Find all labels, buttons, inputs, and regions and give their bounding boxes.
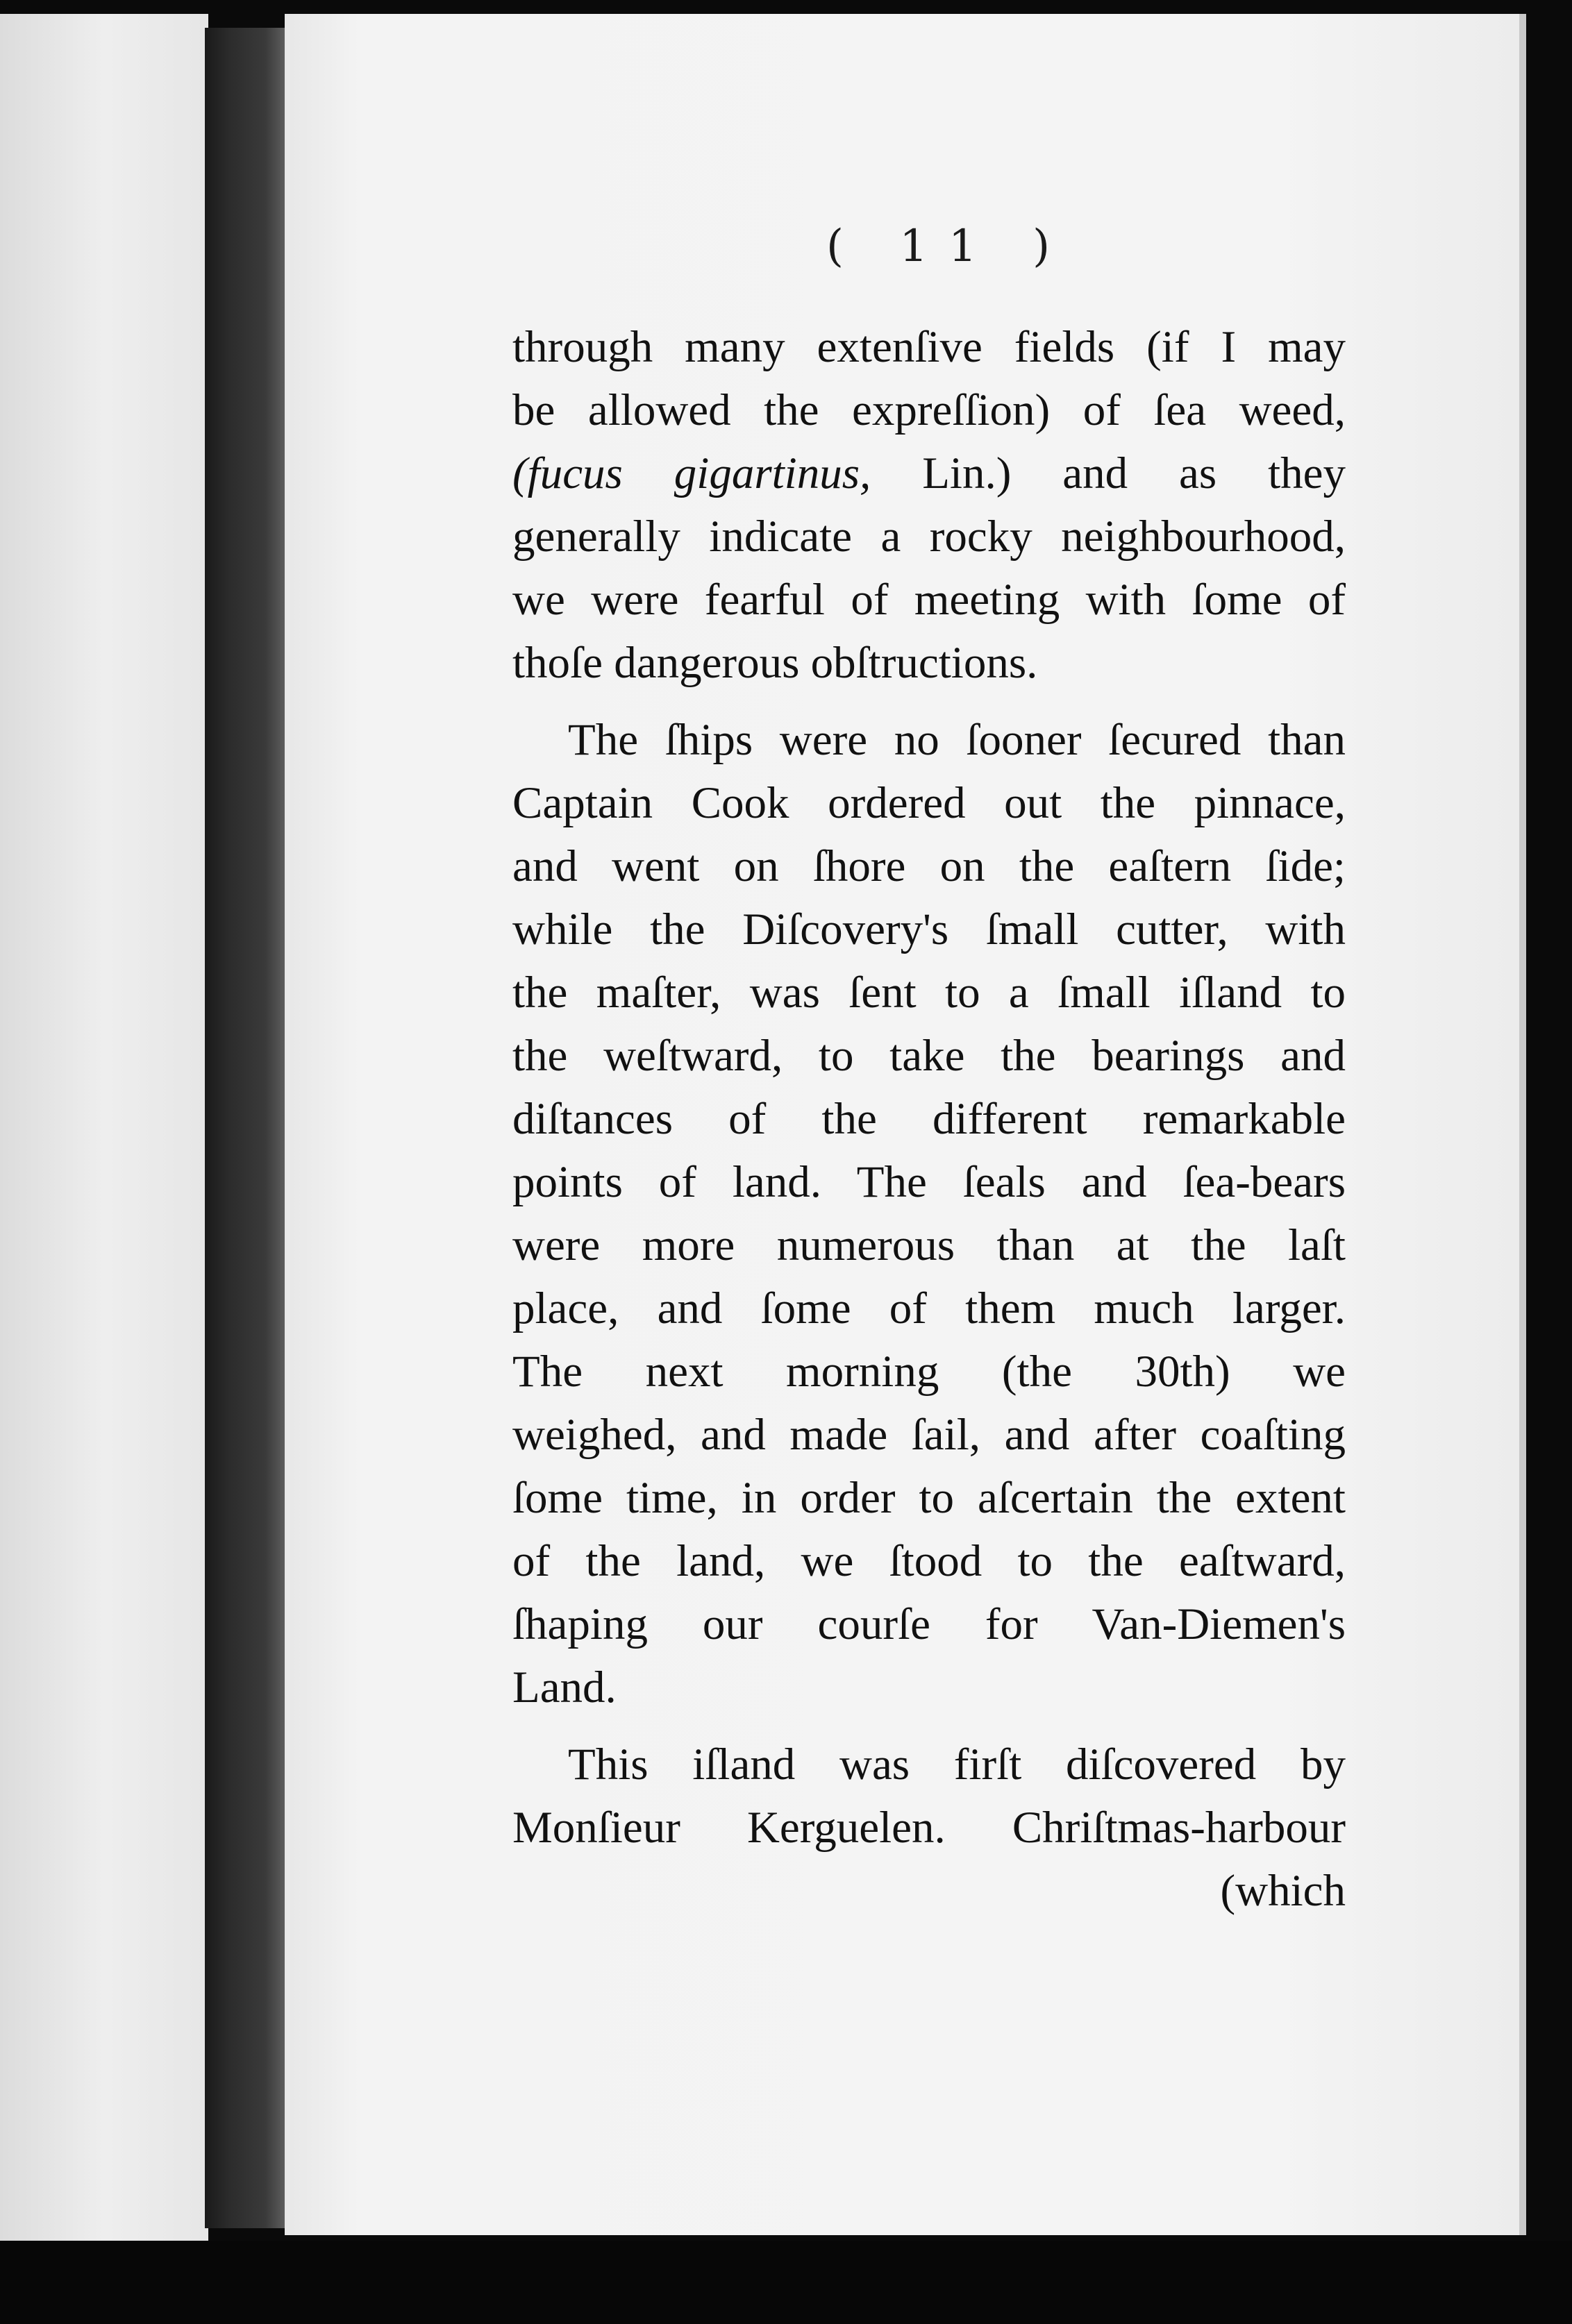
- text-line: of the land, we ſtood to the eaſtward,: [512, 1536, 1346, 1586]
- text-line: Captain Cook ordered out the pinnace,: [512, 778, 1346, 828]
- body-text: [512, 316, 1346, 1923]
- text-line: weighed, and made ſail, and after coaſting: [512, 1410, 1346, 1460]
- text-line: and went on ſhore on the eaſtern ſide;: [512, 841, 1346, 891]
- text-line: generally indicate a rocky neighbourhood,: [512, 512, 1346, 562]
- text-line: the maſter, was ſent to a ſmall iſland to: [512, 968, 1346, 1018]
- text-line: ſhaping our courſe for Van-Diemen's: [512, 1599, 1346, 1649]
- text-line: ſome time, in order to aſcertain the extent: [512, 1473, 1346, 1523]
- text-line: be allowed the expreſſion) of ſea weed,: [512, 385, 1346, 435]
- bottom-shadow: [0, 2241, 1572, 2324]
- text-line-rest: Lin.) and as they: [871, 448, 1346, 498]
- text-line: through many extenſive fields (if I may: [512, 322, 1346, 372]
- text-line: The next morning (the 30th) we: [512, 1347, 1346, 1397]
- text-line: place, and ſome of them much larger.: [512, 1283, 1346, 1333]
- text-line: thoſe dangerous obſtructions.: [512, 638, 1038, 688]
- text-line: [512, 442, 1346, 505]
- page-number: ( 11 ): [826, 221, 1071, 272]
- text-line: while the Diſcovery's ſmall cutter, with: [512, 904, 1346, 954]
- paragraph-gap: [512, 695, 1346, 709]
- text-line: the weſtward, to take the bearings and: [512, 1031, 1346, 1081]
- text-line: points of land. The ſeals and ſea-bears: [512, 1157, 1346, 1207]
- text-line: The ſhips were no ſooner ſecured than: [568, 715, 1346, 765]
- italic-latin-name: (fucus gigartinus,: [512, 448, 871, 498]
- catchword: (which: [1220, 1866, 1346, 1916]
- text-line: were more numerous than at the laſt: [512, 1220, 1346, 1270]
- paragraph-gap: [512, 1719, 1346, 1733]
- text-line: diſtances of the different remarkable: [512, 1094, 1346, 1144]
- text-line: we were fearful of meeting with ſome of: [512, 575, 1346, 625]
- text-line: Land.: [512, 1662, 617, 1712]
- facing-page-edge: [0, 14, 208, 2242]
- text-line: Monſieur Kerguelen. Chriſtmas-harbour: [512, 1803, 1346, 1853]
- page-edge: [1519, 14, 1526, 2235]
- text-line: This iſland was firſt diſcovered by: [568, 1740, 1346, 1790]
